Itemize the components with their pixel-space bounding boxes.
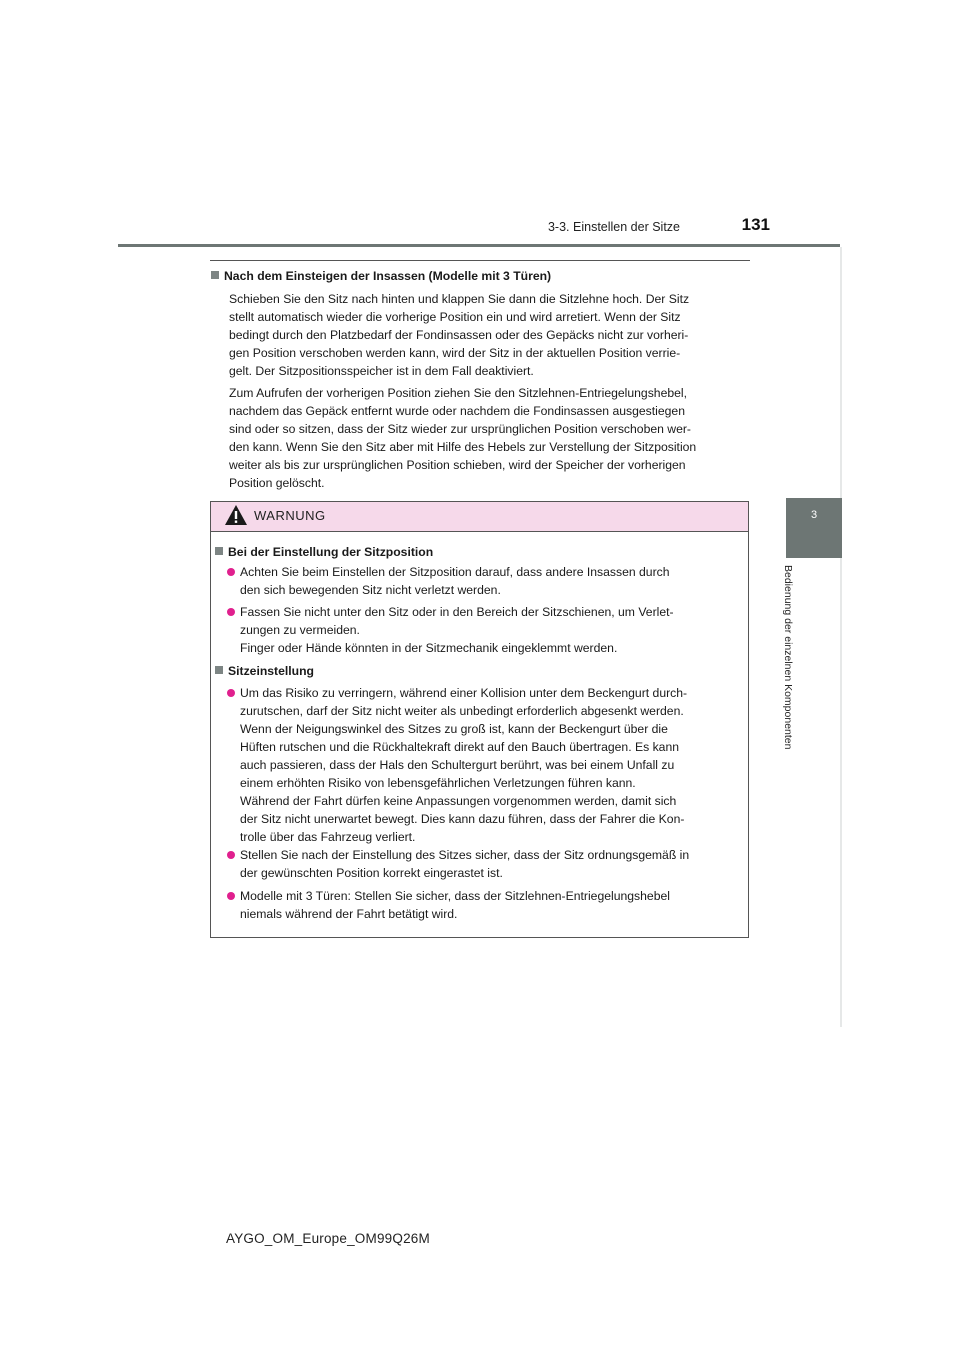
warning-triangle-icon — [224, 504, 248, 526]
text-line: Modelle mit 3 Türen: Stellen Sie sicher, dass der Sitzlehnen-Entriegelungshebel — [240, 889, 670, 903]
text-line: Achten Sie beim Einstellen der Sitzposition darauf, dass andere Insassen durch — [240, 565, 670, 579]
text-line: Wenn der Neigungswinkel des Sitzes zu groß ist, kann der Beckengurt über die — [240, 722, 668, 736]
text-line: trolle über das Fahrzeug verliert. — [240, 830, 416, 844]
document-code: AYGO_OM_Europe_OM99Q26M — [226, 1231, 430, 1246]
header-rule — [118, 244, 840, 247]
text-line: Hüften rutschen und die Rückhaltekraft direkt auf den Bauch übertragen. Es kann — [240, 740, 680, 754]
text-line: Zum Aufrufen der vorherigen Position ziehen Sie den Sitzlehnen-Entriegelungshebel, — [229, 386, 687, 400]
warning-group-heading — [215, 662, 314, 680]
square-bullet-icon — [215, 666, 223, 674]
text-line: stellt automatisch wieder die vorherige Position ein und wird arretiert. Wenn der Sitz — [229, 310, 681, 324]
warning-title: WARNUNG — [254, 508, 326, 523]
chapter-tab — [786, 498, 842, 558]
section-title: 3-3. Einstellen der Sitze — [547, 220, 680, 234]
text-line: Fassen Sie nicht unter den Sitz oder in den Bereich der Sitzschienen, um Verlet- — [240, 605, 674, 619]
text-line: gen Position verschoben werden kann, wird der Sitz in der aktuellen Position verrie- — [229, 346, 681, 360]
paragraph — [229, 290, 762, 380]
text-line: weiter als bis zur ursprünglichen Position schieben, wird der Speicher der vorherigen — [229, 458, 686, 472]
text-line: der Sitz nicht unerwartet bewegt. Dies kann dazu führen, dass der Fahrer die Kon- — [240, 812, 685, 826]
warning-group-heading — [215, 543, 433, 561]
text-line: einem erhöhten Risiko von lebensgefährlichen Verletzungen führen kann. — [240, 776, 636, 790]
text-line: Schieben Sie den Sitz nach hinten und klappen Sie dann die Sitzlehne hoch. Der Sitz — [229, 292, 690, 306]
text-line: nachdem das Gepäck entfernt wurde oder nachdem die Fondinsassen ausgestiegen — [229, 404, 685, 418]
text-line: Stellen Sie nach der Einstellung des Sitzes sicher, dass der Sitz ordnungsgemäß in — [240, 848, 690, 862]
bullet-dot-icon — [227, 892, 235, 900]
bullet-dot-icon — [227, 689, 235, 697]
warning-item — [240, 563, 744, 599]
warning-group-heading-text: Bei der Einstellung der Sitzposition — [228, 545, 434, 559]
bullet-dot-icon — [227, 568, 235, 576]
text-line: Finger oder Hände könnten in der Sitzmechanik eingeklemmt werden. — [240, 641, 618, 655]
text-line: der gewünschten Position korrekt eingerastet ist. — [240, 866, 503, 880]
text-line: den sich bewegenden Sitz nicht verletzt werden. — [240, 583, 501, 597]
content-rule — [210, 260, 750, 261]
paragraph — [229, 384, 762, 492]
text-line: Während der Fahrt dürfen keine Anpassungen vorgenommen werden, damit sich — [240, 794, 677, 808]
text-line: zurutschen, darf der Sitz nicht weiter als unbedingt erforderlich abgesenkt werden. — [240, 704, 684, 718]
text-line: Um das Risiko zu verringern, während einer Kollision unter dem Beckengurt durch- — [240, 686, 688, 700]
page-number: 131 — [741, 215, 770, 234]
square-bullet-icon — [211, 271, 219, 279]
text-line: zungen zu vermeiden. — [240, 623, 360, 637]
text-line: Position gelöscht. — [229, 476, 325, 490]
text-line: gelt. Der Sitzpositionsspeicher ist in dem Fall deaktiviert. — [229, 364, 534, 378]
text-line: den kann. Wenn Sie den Sitz aber mit Hilfe des Hebels zur Verstellung der Sitzposition — [229, 440, 697, 454]
text-line: niemals während der Fahrt betätigt wird. — [240, 907, 458, 921]
chapter-number: 3 — [810, 509, 818, 521]
square-bullet-icon — [215, 547, 223, 555]
chapter-label — [782, 565, 812, 785]
text-line: bedingt durch den Platzbedarf der Fondinsassen oder des Gepäcks nicht zur vorheri- — [229, 328, 689, 342]
warning-item — [240, 887, 744, 923]
section-heading — [211, 267, 551, 285]
text-line: auch passieren, dass der Hals den Schultergurt berührt, was bei einem Unfall zu — [240, 758, 675, 772]
warning-group-heading-text: Sitzeinstellung — [228, 664, 314, 678]
chapter-label-text: Bedienung der einzelnen Komponenten — [782, 565, 794, 750]
section-heading-text: Nach dem Einsteigen der Insassen (Modelle mit 3 Türen) — [224, 269, 552, 283]
warning-item — [240, 684, 744, 846]
warning-item — [240, 603, 744, 657]
bullet-dot-icon — [227, 851, 235, 859]
bullet-dot-icon — [227, 608, 235, 616]
warning-item — [240, 846, 744, 882]
side-divider — [840, 247, 842, 1027]
text-line: sind oder so sitzen, dass der Sitz wieder zur ursprünglichen Position verschoben wer- — [229, 422, 691, 436]
